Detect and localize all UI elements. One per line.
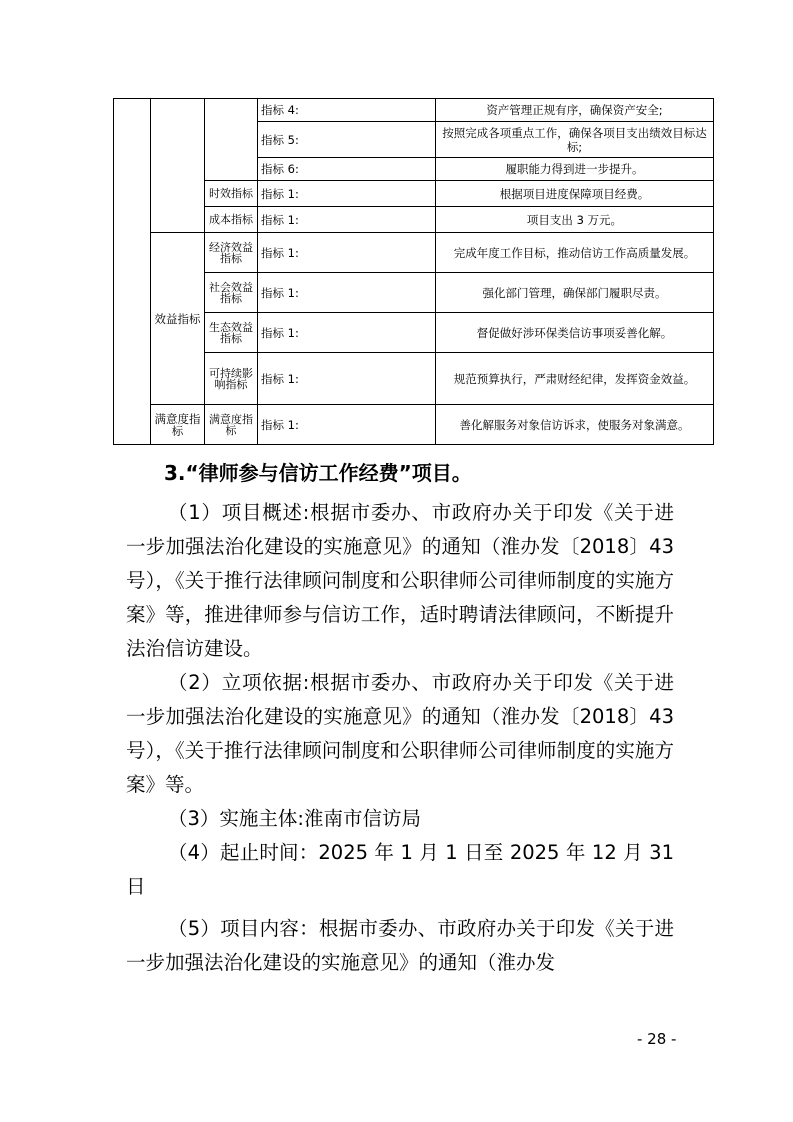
- level3-cell: 满意度指标: [205, 405, 258, 445]
- indicator-value: 规范预算执行，严肃财经纪律，发挥资金效益。: [436, 353, 714, 405]
- indicator-value: 项目支出 3 万元。: [436, 207, 714, 233]
- indicator-name: 指标 6:: [258, 158, 436, 181]
- level3-cell: 成本指标: [205, 207, 258, 233]
- indicator-value: 资产管理正规有序，确保资产安全;: [436, 99, 714, 122]
- performance-indicator-table: [113, 98, 714, 445]
- indicator-name: 指标 1:: [258, 233, 436, 273]
- paragraph-subject: （3）实施主体:淮南市信访局: [168, 807, 421, 830]
- level3-cell: 经济效益指标: [205, 233, 258, 273]
- level1-cell: [114, 99, 151, 445]
- table-row: [114, 405, 714, 445]
- indicator-name: 指标 4:: [258, 99, 436, 122]
- table-row: [114, 99, 714, 122]
- paragraph-basis: （2）立项依据:根据市委办、市政府办关于印发《关于进一步加强法治化建设的实施意见》的通知（淮办发〔2018〕43号），《关于推行法律顾问制度和公职律师公司律师制度的实施方案》等。: [126, 671, 674, 796]
- indicator-value: 履职能力得到进一步提升。: [436, 158, 714, 181]
- indicator-value: 善化解服务对象信访诉求，使服务对象满意。: [436, 405, 714, 445]
- indicator-value: 强化部门管理，确保部门履职尽责。: [436, 273, 714, 313]
- level3-cell: [205, 99, 258, 181]
- level3-cell: 时效指标: [205, 181, 258, 207]
- table-row: [114, 233, 714, 273]
- level3-cell: 生态效益指标: [205, 313, 258, 353]
- indicator-name: 指标 1:: [258, 207, 436, 233]
- indicator-name: 指标 1:: [258, 181, 436, 207]
- page-number: - 28 -: [637, 1030, 677, 1048]
- level2-cell: [151, 99, 205, 233]
- section-heading: 3.“律师参与信访工作经费”项目。: [164, 461, 472, 485]
- indicator-name: 指标 1:: [258, 273, 436, 313]
- level2-cell: 满意度指标: [151, 405, 205, 445]
- paragraph-overview: （1）项目概述:根据市委办、市政府办关于印发《关于进一步加强法治化建设的实施意见》的通知（淮办发〔2018〕43号），《关于推行法律顾问制度和公职律师公司律师制度的实施方案》等，推进律师参与信访工作，适时聘请法律顾问，不断提升法治信访建设。: [126, 501, 674, 660]
- body-paragraphs: [126, 496, 674, 980]
- indicator-value: 根据项目进度保障项目经费。: [436, 181, 714, 207]
- level3-cell: 社会效益指标: [205, 273, 258, 313]
- indicator-value: 按照完成各项重点工作，确保各项目支出绩效目标达标;: [436, 122, 714, 158]
- indicator-name: 指标 1:: [258, 353, 436, 405]
- level2-cell: 效益指标: [151, 233, 205, 405]
- indicator-name: 指标 5:: [258, 122, 436, 158]
- level3-cell: 可持续影响指标: [205, 353, 258, 405]
- indicator-value: 完成年度工作目标，推动信访工作高质量发展。: [436, 233, 714, 273]
- indicator-name: 指标 1:: [258, 405, 436, 445]
- paragraph-period: （4）起止时间：2025 年 1 月 1 日至 2025 年 12 月 31 日: [126, 841, 674, 898]
- indicator-value: 督促做好涉环保类信访事项妥善化解。: [436, 313, 714, 353]
- paragraph-content: （5）项目内容：根据市委办、市政府办关于印发《关于进一步加强法治化建设的实施意见》的通知（淮办发: [126, 917, 674, 974]
- indicator-name: 指标 1:: [258, 313, 436, 353]
